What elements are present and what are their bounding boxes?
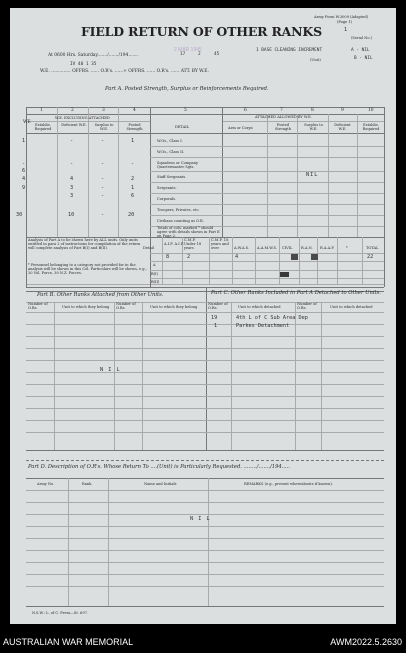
part-b-col-header: Unit to which they belong [62, 305, 110, 309]
analysis-row-label: B(I) [151, 272, 158, 276]
col-number: 2 [71, 108, 74, 113]
part-d-title: Part D. Description of O.R's. Whose Return To ....(Unit) is Particularly Requested. ......../......./194..... [28, 464, 290, 470]
serial-label: (Serial No.) [351, 36, 373, 40]
row-value: 6 [22, 168, 26, 174]
part-d-col-header: REMARKS (e.g., present whereabouts if known). [244, 482, 333, 486]
col-header-arm: Arm or Corps [228, 126, 253, 130]
row-value: 3 [70, 193, 74, 199]
part-b-col-header: Number of O.Rs. [116, 302, 136, 310]
attached-nil: NIL [306, 172, 319, 178]
col-header-deficient-att: Deficient W.E. [334, 123, 351, 131]
col-header-deficient: Deficient W.E. [61, 123, 87, 127]
col-number: 5 [184, 108, 187, 113]
col-number: 7 [280, 108, 283, 113]
row-value-total: 10 [68, 212, 75, 218]
row-value-total: 20 [128, 212, 135, 218]
analysis-note: Analysis of Part A to be shown here by ALL units. Only units entitled in para 2 of instructions for compilation of the return will complete analysis of Part B(I) and B(II). [28, 238, 141, 250]
row-value: - [101, 176, 105, 182]
analysis-value: 2 [187, 254, 191, 260]
part-c-number: 19 [211, 315, 218, 321]
ink-mark [280, 272, 289, 277]
part-d-col-header: Rank [82, 482, 92, 486]
we-line: W.E. .............. OFFRS. ...... O.R's. ......+ OFFRS. ...... O.R's. ...... ATT. BY W.E. [40, 69, 209, 74]
row-value: - [131, 161, 135, 167]
army-form-label: Army Form W.3009 (Adapted) [314, 15, 369, 19]
page-label: (Page 1) [337, 20, 353, 24]
part-c-number: 1 [214, 323, 218, 329]
row-value: 4 [22, 176, 26, 182]
col-number: 4 [133, 108, 136, 113]
part-c-col-header: Unit to which detached [330, 305, 373, 309]
row-value: - [101, 161, 105, 167]
date-stamp: 2 MAR 1945 [174, 47, 202, 53]
part-c-unit: 4th L of C Sub Area Dep [236, 315, 308, 321]
col-number: 3 [102, 108, 105, 113]
analysis-header: A.A.M.W.S. [257, 246, 277, 250]
analysis-header: A.I.F. A.I.F. [164, 242, 184, 246]
row-value: 6 [131, 193, 135, 199]
detail-row-label: Staff Sergeants. [157, 175, 187, 179]
col-number: 8 [311, 108, 314, 113]
analysis-header: CIVIL [282, 246, 293, 250]
footer-institution: AUSTRALIAN WAR MEMORIAL [3, 637, 134, 647]
part-d-nil: N I L [190, 516, 211, 522]
analysis-header: * [346, 246, 348, 250]
row-value: 4 [70, 176, 74, 182]
part-c-col-header: Unit to which detached [238, 305, 281, 309]
row-value-total: 30 [16, 212, 23, 218]
at-typed-month: 2 [198, 52, 201, 57]
detail-row-label: Sergeants. [157, 186, 177, 190]
we-excluding-attached-header: W.E. EXCLUDING ATTACHED [55, 116, 110, 120]
personnel-note: * Personnel belonging to a category not provided for in the analysis will be shown in this Col. Particulars will be shown, e.g., 20 Vol. Force, 30 N.Z. Forces. [28, 263, 147, 275]
part-c-col-header: Number of O.Rs. [297, 302, 317, 310]
serial-number: 1 [344, 27, 348, 33]
at-typed-day: 17 [180, 52, 186, 57]
row-value: - [101, 193, 105, 199]
analysis-header: C.M.F. 18 years and over [211, 238, 229, 250]
analysis-header: C.M.F. Under 18 years [184, 238, 202, 250]
col-number: 9 [341, 108, 344, 113]
at-hours-line: At 0600 Hrs. Saturday......./......./194....... [48, 53, 139, 58]
col-number: 6 [244, 108, 247, 113]
part-b-nil: N I L [100, 367, 121, 373]
printer-imprint: N.S.W.: L. of C. Press—St. 697. [32, 611, 89, 615]
row-value: 2 [131, 176, 135, 182]
at-typed-year: 45 [214, 52, 220, 57]
row-value: 1 [22, 138, 26, 144]
part-d-col-header: Army No. [37, 482, 55, 486]
detail-row-label: Troopers, Privates, etc. [157, 208, 200, 212]
analysis-header: TOTAL [366, 246, 379, 250]
row-value: 9 [22, 185, 26, 191]
form-sheet [10, 8, 396, 624]
col-number: 1 [40, 108, 43, 113]
form-title: FIELD RETURN OF OTHER RANKS [81, 24, 322, 39]
analysis-row-label: B(II) [151, 280, 160, 284]
unit-label: (Unit) [310, 58, 321, 62]
part-b-col-header: Unit to which they belong [150, 305, 198, 309]
row-value-total: - [101, 212, 105, 218]
part-b-title: Part B. Other Ranks Attached from Other Units. [37, 292, 164, 298]
row-value: - [70, 138, 74, 144]
row-value: 1 [131, 185, 135, 191]
footer-accession-number: AWM2022.5.2630 [330, 637, 402, 647]
analysis-header: A.W.A.S. [234, 246, 250, 250]
part-a-title: Part A. Posted Strength, Surplus or Reinforcements Required. [105, 86, 269, 92]
part-c-unit: Parkes Detachment [236, 323, 290, 329]
analysis-row-label: A [153, 263, 156, 267]
analysis-value: 8 [166, 254, 170, 260]
detail-row-label: Totals of cols. marked * should agree with details shown in Part E on Page 2. [157, 226, 220, 238]
col-header-posted-att: Posted Strength [274, 123, 292, 131]
row-value: 3 [70, 185, 74, 191]
analysis-value-total: 22 [367, 254, 374, 260]
part-b-col-header: Number of O.Rs. [28, 302, 48, 310]
archive-footer [0, 632, 406, 653]
ink-mark [311, 254, 318, 260]
col-header-posted: Posted Strength [126, 123, 143, 131]
col-header-establis: Establis. Required [34, 123, 52, 131]
attached-allowed-header: ATTACHED ALLOWED BY W.E. [255, 115, 312, 119]
detail-row-label: Squadron or Company Quartermaster Sgts. [157, 161, 198, 169]
row-value: - [70, 161, 74, 167]
analysis-header: R.A.A.F. [320, 246, 335, 250]
we-margin-label: WE [23, 120, 31, 125]
row-value: - [22, 161, 26, 167]
part-c-title: Part C. Other Ranks Included in Part A Detached to Other Units. [211, 290, 381, 296]
col-header-establis-att: Establis. Required [362, 123, 380, 131]
row-value: - [101, 138, 105, 144]
detail-row-label: W.Os., Class II. [157, 150, 185, 154]
we-typed-values: IV 40 1 35 [70, 62, 97, 67]
col-number: 10 [368, 108, 374, 113]
ink-mark [291, 254, 298, 260]
b-nil: B - NIL [354, 56, 373, 61]
analysis-header: R.A.N. [301, 246, 313, 250]
part-c-col-header: Number of O.Rs. [208, 302, 228, 310]
a-nil: A - NIL [351, 48, 370, 53]
col-header-surplus: Surplus to W.E. [94, 123, 114, 131]
row-value: 1 [131, 138, 135, 144]
detail-row-label: Civilians counting as O.R. [157, 219, 204, 223]
detail-header: DETAIL [175, 125, 190, 129]
analysis-value: 4 [235, 254, 239, 260]
col-header-surplus-att: Surplus to W.E. [304, 123, 323, 131]
detail-row-label: W.Os., Class I. [157, 139, 183, 143]
part-d-col-header: Name and Initials [144, 482, 177, 486]
row-value: - [101, 185, 105, 191]
unit-name: 1 BASE CLEANING INCREMENT [256, 48, 323, 53]
analysis-header: Detail [143, 246, 154, 250]
detail-row-label: Corporals. [157, 197, 177, 201]
